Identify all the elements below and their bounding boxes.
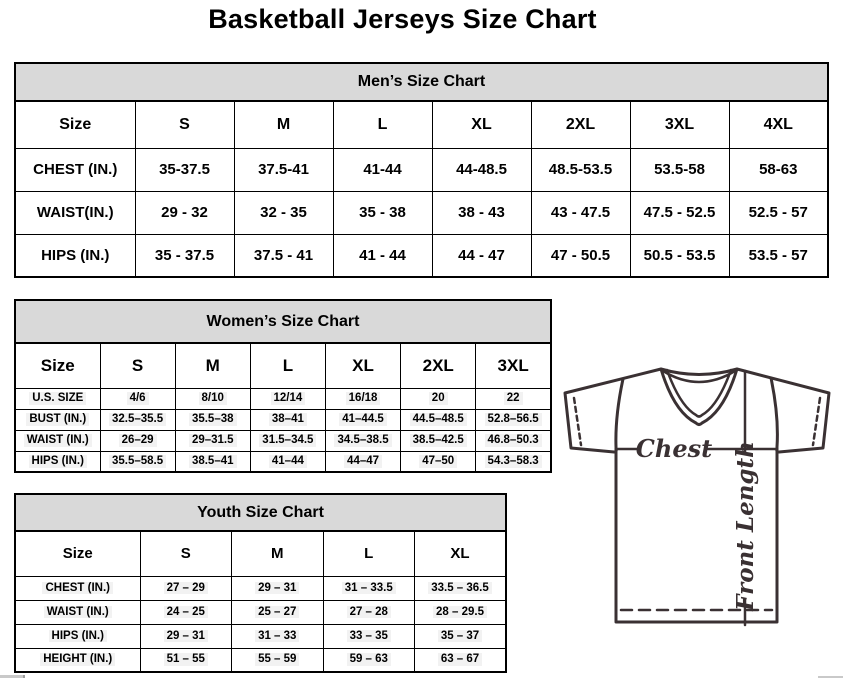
youth-cell — [140, 576, 232, 600]
womens-cell-text: 34.5–38.5 — [334, 434, 391, 447]
mens-col-header-Size — [15, 101, 135, 148]
youth-col-header-L — [323, 531, 415, 576]
youth-cell — [232, 624, 324, 648]
womens-cell — [100, 451, 175, 472]
womens-col-header-L-text: L — [282, 355, 294, 375]
mens-cell — [531, 234, 630, 277]
youth-row-label — [15, 600, 140, 624]
mens-col-header-S-text: S — [179, 115, 190, 133]
youth-table-row — [15, 576, 506, 600]
womens-cell — [476, 388, 551, 409]
youth-row-label-text: WAIST (IN.) — [44, 606, 112, 619]
mens-col-header-2XL-text: 2XL — [565, 115, 596, 133]
youth-chart-title-text: Youth Size Chart — [197, 503, 324, 521]
womens-cell — [250, 409, 325, 430]
womens-chart-title — [15, 300, 551, 343]
womens-cell — [476, 430, 551, 451]
youth-cell-text: 59 – 63 — [347, 653, 391, 666]
mens-cell-text: 35 - 37.5 — [154, 246, 215, 264]
mens-cell-text: 41 - 44 — [359, 246, 406, 264]
womens-row-label-text: U.S. SIZE — [29, 392, 86, 405]
mens-col-header-3XL — [630, 101, 729, 148]
womens-cell — [250, 430, 325, 451]
womens-cell-text: 31.5–34.5 — [259, 434, 316, 447]
mens-col-header-3XL-text: 3XL — [664, 115, 695, 133]
womens-cell — [401, 430, 476, 451]
womens-col-header-3XL-text: 3XL — [497, 355, 529, 375]
youth-col-header-Size-text: Size — [62, 545, 93, 562]
mens-cell — [630, 148, 729, 191]
womens-cell-text: 8/10 — [199, 392, 227, 405]
mens-col-header-4XL-text: 4XL — [763, 115, 793, 133]
womens-cell-text: 38.5–42.5 — [410, 434, 467, 447]
womens-cell-text: 22 — [504, 392, 523, 405]
youth-table-row — [15, 600, 506, 624]
mens-cell-text: 58-63 — [759, 160, 798, 178]
womens-cell-text: 38.5–41 — [189, 455, 237, 468]
womens-row-label-text: HIPS (IN.) — [29, 455, 87, 468]
jersey-outline — [565, 369, 829, 622]
womens-cell-text: 47–50 — [419, 455, 457, 468]
womens-cell — [100, 409, 175, 430]
mens-chart-title — [15, 63, 828, 101]
mens-cell-text: 43 - 47.5 — [550, 203, 611, 221]
youth-cell — [323, 576, 415, 600]
womens-table-row — [15, 430, 551, 451]
womens-cell — [401, 409, 476, 430]
mens-cell-text: 53.5-58 — [654, 160, 705, 178]
youth-cell — [415, 600, 507, 624]
mens-row-label-text: WAIST(IN.) — [36, 203, 114, 221]
mens-cell — [531, 191, 630, 234]
mens-col-header-XL — [432, 101, 531, 148]
mens-cell — [135, 191, 234, 234]
mens-cell — [432, 234, 531, 277]
mens-cell-text: 37.5 - 41 — [253, 246, 314, 264]
womens-cell-text: 20 — [429, 392, 448, 405]
womens-col-header-3XL — [476, 343, 551, 388]
mens-cell — [432, 191, 531, 234]
mens-row-label-text: HIPS (IN.) — [41, 246, 110, 264]
youth-cell-text: 29 – 31 — [164, 630, 208, 643]
chest-label: Chest — [635, 434, 713, 463]
youth-chart-title — [15, 494, 506, 531]
mens-cell — [333, 148, 432, 191]
youth-cell — [415, 648, 507, 672]
mens-cell-text: 48.5-53.5 — [548, 160, 613, 178]
front-length-label: Front Length — [732, 441, 759, 611]
mens-col-header-L — [333, 101, 432, 148]
womens-col-header-S — [100, 343, 175, 388]
womens-row-label — [15, 388, 100, 409]
youth-col-header-M-text: M — [271, 545, 284, 562]
mens-cell-text: 32 - 35 — [260, 203, 307, 221]
womens-cell — [175, 409, 250, 430]
womens-col-header-2XL-text: 2XL — [422, 355, 454, 375]
womens-cell-text: 38–41 — [269, 413, 307, 426]
youth-col-header-XL-text: XL — [450, 545, 470, 562]
mens-cell — [333, 234, 432, 277]
youth-cell — [323, 648, 415, 672]
mens-cell-text: 37.5-41 — [258, 160, 309, 178]
youth-col-header-L-text: L — [364, 545, 374, 562]
youth-cell-text: 24 – 25 — [164, 606, 208, 619]
womens-col-header-Size-text: Size — [40, 355, 75, 375]
youth-col-header-Size — [15, 531, 140, 576]
mens-table-row — [15, 234, 828, 277]
womens-cell-text: 35.5–58.5 — [109, 455, 166, 468]
womens-cell — [100, 430, 175, 451]
mens-cell — [729, 234, 828, 277]
mens-cell — [729, 148, 828, 191]
youth-table-row — [15, 648, 506, 672]
youth-row-label — [15, 648, 140, 672]
youth-col-header-M — [232, 531, 324, 576]
mens-cell-text: 35 - 38 — [359, 203, 406, 221]
womens-cell-text: 54.3–58.3 — [485, 455, 542, 468]
youth-cell-text: 63 – 67 — [438, 653, 482, 666]
mens-cell — [630, 234, 729, 277]
mens-cell-text: 44 - 47 — [458, 246, 505, 264]
womens-row-label-text: WAIST (IN.) — [24, 434, 92, 447]
mens-col-header-M-text: M — [276, 115, 291, 133]
mens-row-label — [15, 191, 135, 234]
mens-cell-text: 47.5 - 52.5 — [643, 203, 716, 221]
mens-table-row — [15, 148, 828, 191]
womens-col-header-XL-text: XL — [352, 355, 374, 375]
womens-cell — [325, 451, 400, 472]
youth-cell-text: 31 – 33.5 — [342, 582, 396, 595]
mens-cell — [531, 148, 630, 191]
mens-cell-text: 41-44 — [363, 160, 402, 178]
youth-row-label — [15, 624, 140, 648]
mens-cell — [432, 148, 531, 191]
mens-col-header-Size-text: Size — [59, 115, 92, 133]
womens-cell — [250, 451, 325, 472]
womens-cell — [476, 451, 551, 472]
womens-row-label — [15, 451, 100, 472]
womens-cell-text: 44–47 — [344, 455, 382, 468]
youth-cell — [415, 576, 507, 600]
womens-col-header-M-text: M — [205, 355, 220, 375]
mens-col-header-4XL — [729, 101, 828, 148]
scrollbar-fragment-right[interactable] — [818, 676, 843, 678]
womens-table-row — [15, 451, 551, 472]
jersey-armhole-seam-right — [771, 378, 777, 447]
youth-col-header-XL — [415, 531, 507, 576]
youth-cell — [232, 576, 324, 600]
mens-cell-text: 47 - 50.5 — [550, 246, 611, 264]
mens-cell — [729, 191, 828, 234]
mens-cell-text: 38 - 43 — [458, 203, 505, 221]
jersey-sleeve-hem-dash-left — [574, 398, 581, 445]
womens-cell-text: 35.5–38 — [189, 413, 237, 426]
youth-cell — [140, 624, 232, 648]
youth-row-label — [15, 576, 140, 600]
mens-chart-title-text: Men’s Size Chart — [357, 73, 486, 90]
womens-col-header-2XL — [401, 343, 476, 388]
womens-cell — [250, 388, 325, 409]
womens-cell — [100, 388, 175, 409]
womens-size-table — [14, 299, 552, 473]
womens-cell-text: 44.5–48.5 — [410, 413, 467, 426]
womens-col-header-Size — [15, 343, 100, 388]
youth-cell-text: 27 – 29 — [164, 582, 208, 595]
scrollbar-fragment-left[interactable] — [0, 675, 25, 678]
youth-row-label-text: HIPS (IN.) — [49, 630, 107, 643]
womens-chart-title-text: Women’s Size Chart — [206, 312, 360, 330]
youth-cell-text: 25 – 27 — [255, 606, 299, 619]
womens-cell-text: 41–44 — [269, 455, 307, 468]
mens-cell — [234, 191, 333, 234]
womens-cell — [175, 451, 250, 472]
youth-cell — [140, 648, 232, 672]
youth-cell — [232, 600, 324, 624]
mens-row-label-text: CHEST (IN.) — [33, 160, 118, 178]
womens-row-label-text: BUST (IN.) — [26, 413, 89, 426]
womens-cell-text: 41–44.5 — [339, 413, 387, 426]
youth-cell-text: 29 – 31 — [255, 582, 299, 595]
womens-row-label — [15, 430, 100, 451]
youth-cell-text: 33.5 – 36.5 — [428, 582, 492, 595]
womens-cell — [401, 451, 476, 472]
mens-cell — [135, 148, 234, 191]
womens-cell-text: 4/6 — [127, 392, 149, 405]
youth-cell-text: 55 – 59 — [255, 653, 299, 666]
mens-row-label — [15, 148, 135, 191]
womens-table-row — [15, 388, 551, 409]
youth-cell — [415, 624, 507, 648]
youth-col-header-S — [140, 531, 232, 576]
youth-cell — [323, 600, 415, 624]
womens-cell — [325, 409, 400, 430]
mens-col-header-XL-text: XL — [471, 115, 492, 133]
mens-row-label — [15, 234, 135, 277]
womens-cell-text: 12/14 — [271, 392, 306, 405]
jersey-measurement-diagram — [555, 360, 843, 638]
jersey-armhole-seam-left — [616, 379, 623, 447]
mens-col-header-L-text: L — [377, 115, 388, 133]
mens-col-header-S — [135, 101, 234, 148]
youth-cell-text: 27 – 28 — [347, 606, 391, 619]
mens-cell-text: 53.5 - 57 — [748, 246, 808, 264]
womens-cell — [175, 388, 250, 409]
mens-cell — [135, 234, 234, 277]
youth-cell-text: 31 – 33 — [255, 630, 299, 643]
youth-cell — [232, 648, 324, 672]
mens-cell — [234, 234, 333, 277]
womens-cell — [325, 388, 400, 409]
youth-cell-text: 28 – 29.5 — [433, 606, 487, 619]
womens-cell-text: 26–29 — [119, 434, 157, 447]
mens-cell-text: 44-48.5 — [456, 160, 507, 178]
mens-cell — [630, 191, 729, 234]
womens-cell-text: 52.8–56.5 — [485, 413, 542, 426]
womens-cell-text: 16/18 — [346, 392, 381, 405]
youth-row-label-text: CHEST (IN.) — [42, 582, 113, 595]
mens-col-header-2XL — [531, 101, 630, 148]
mens-cell — [333, 191, 432, 234]
womens-col-header-S-text: S — [131, 355, 144, 375]
mens-cell-text: 29 - 32 — [161, 203, 208, 221]
youth-table-row — [15, 624, 506, 648]
youth-cell-text: 33 – 35 — [347, 630, 391, 643]
womens-cell — [325, 430, 400, 451]
mens-cell-text: 52.5 - 57 — [748, 203, 808, 221]
mens-col-header-M — [234, 101, 333, 148]
youth-cell — [323, 624, 415, 648]
youth-size-table — [14, 493, 507, 673]
mens-cell-text: 35-37.5 — [159, 160, 210, 178]
womens-cell-text: 29–31.5 — [189, 434, 237, 447]
mens-table-row — [15, 191, 828, 234]
youth-cell-text: 35 – 37 — [438, 630, 482, 643]
womens-cell — [175, 430, 250, 451]
page-title: Basketball Jerseys Size Chart — [208, 4, 597, 34]
mens-cell-text: 50.5 - 53.5 — [643, 246, 716, 264]
womens-cell — [401, 388, 476, 409]
youth-col-header-S-text: S — [180, 545, 191, 562]
womens-table-row — [15, 409, 551, 430]
mens-cell — [234, 148, 333, 191]
womens-col-header-M — [175, 343, 250, 388]
mens-size-table — [14, 62, 829, 278]
youth-cell-text: 51 – 55 — [164, 653, 208, 666]
youth-cell — [140, 600, 232, 624]
womens-cell — [476, 409, 551, 430]
womens-col-header-L — [250, 343, 325, 388]
womens-cell-text: 32.5–35.5 — [109, 413, 166, 426]
womens-cell-text: 46.8–50.3 — [485, 434, 542, 447]
womens-row-label — [15, 409, 100, 430]
womens-col-header-XL — [325, 343, 400, 388]
jersey-sleeve-hem-dash-right — [813, 398, 820, 445]
youth-row-label-text: HEIGHT (IN.) — [40, 653, 115, 666]
